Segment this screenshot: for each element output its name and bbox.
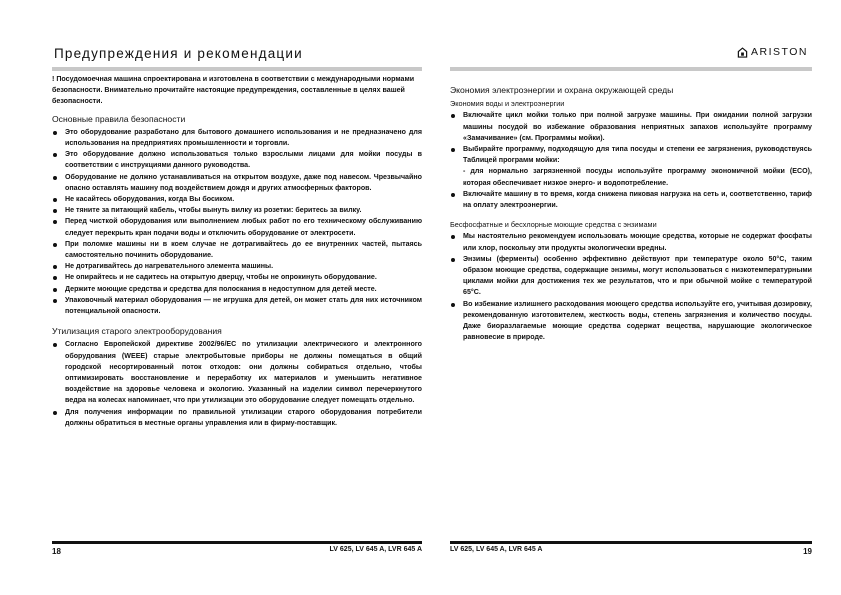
list-item: Это оборудование должно использоваться только взрослыми лицами для мойки посуды в соответствии с инструкциями данного руководства. xyxy=(52,149,422,171)
list-item: Не касайтесь оборудования, когда Вы босиком. xyxy=(52,194,422,205)
house-icon xyxy=(737,47,748,58)
economy-list xyxy=(450,110,812,211)
list-item: Для получения информации по правильной утилизации старого оборудования потребители должны обратиться в местные органы управления или в фирму-поставщик. xyxy=(52,407,422,429)
list-item: Выбирайте программу, подходящую для типа посуды и степени ее загрязнения, руководствуясь Таблицей программ мойки: - для нормально загрязненной посуды используйте программу экономичной мойки (ECO), которая обеспечивает низкое энерго- и водопотребление. xyxy=(450,144,812,189)
list-item: Мы настоятельно рекомендуем использовать моющие средства, которые не содержат фосфаты или хлор, поскольку эти продукты экологически вредны. xyxy=(450,231,812,253)
list-item: Держите моющие средства и средства для полоскания в недоступном для детей месте. xyxy=(52,284,422,295)
disposal-list xyxy=(52,339,422,429)
list-item: Не тяните за питающий кабель, чтобы вынуть вилку из розетки: беритесь за вилку. xyxy=(52,205,422,216)
page-title: Предупреждения и рекомендации xyxy=(54,46,303,61)
list-item: Это оборудование разработано для бытового домашнего использования и не предназначено для использования на предприятиях промышленности и торговли. xyxy=(52,127,422,149)
list-item: Согласно Европейской директиве 2002/96/ЕС по утилизации электрического и электронного оборудования (WEEE) старые электробытовые приборы не должны помещаться в общий городской несортированный поток отходов: они должны собираться отдельно, чтобы оптимизировать восстановление и переработку их материалов и уменьшить негативное воздействие на здоровье человека и экологию. Указанный на изделии символ перечеркнутого ведра на колесах напоминает, что при утилизации это оборудование следует помещать отдельно. xyxy=(52,339,422,406)
right-page xyxy=(450,0,812,595)
model-list: LV 625, LV 645 A, LVR 645 A xyxy=(329,546,422,553)
list-item: Упаковочный материал оборудования — не игрушка для детей, он может стать для них источником потенциальной опасности. xyxy=(52,295,422,317)
safety-list xyxy=(52,127,422,317)
brand-name: ARISTON xyxy=(751,46,808,58)
section-heading-disposal: Утилизация старого электрооборудования xyxy=(52,326,222,337)
list-item: Включайте машину в то время, когда снижена пиковая нагрузка на сеть и, соответственно, тариф на оплату электроэнергии. xyxy=(450,189,812,211)
model-list: LV 625, LV 645 A, LVR 645 A xyxy=(450,546,543,553)
list-item: Не опирайтесь и не садитесь на открытую дверцу, чтобы не опрокинуть оборудование. xyxy=(52,272,422,283)
subheading-water: Экономия воды и электроэнергии xyxy=(450,99,565,109)
list-item: Не дотрагивайтесь до нагревательного элемента машины. xyxy=(52,261,422,272)
list-item: Во избежание излишнего расходования моющего средства используйте его, учитывая дозировку, рекомендованную изготовителем, жесткость воды, степень загрязнения и количество посуды. Даже биоразлагаемые моющие средства содержат вещества, нарушающие экологическое равновесие в природе. xyxy=(450,299,812,344)
left-page xyxy=(52,0,422,595)
list-item: При поломке машины ни в коем случае не дотрагивайтесь до ее внутренних частей, пытаясь самостоятельно починить оборудование. xyxy=(52,239,422,261)
list-item: Оборудование не должно устанавливаться на открытом воздухе, даже под навесом. Чрезвычайно опасно оставлять машину под воздействием дождя и других атмосферных факторов. xyxy=(52,172,422,194)
intro-text: ! Посудомоечная машина спроектирована и изготовлена в соответствии с международными нормами безопасности. Внимательно прочитайте настоящие предупреждения, составленные в целях вашей безопасности. xyxy=(52,75,415,106)
page-number: 19 xyxy=(803,547,812,556)
section-heading-economy: Экономия электроэнергии и охрана окружающей среды xyxy=(450,85,674,95)
footer-rule xyxy=(450,541,812,544)
page-number: 18 xyxy=(52,547,61,556)
subheading-detergents: Бесфосфатные и бесхлорные моющие средства с энзимами xyxy=(450,220,657,230)
list-item: Перед чисткой оборудования или выполнением любых работ по его техническому обслуживанию следует перекрыть кран подачи воды и отключить оборудование от электросети. xyxy=(52,216,422,238)
list-item: Энзимы (ферменты) особенно эффективно действуют при температуре около 50°C, таким образом моющие средства, содержащие энзимы, могут использоваться с низкотемпературными циклами мойки для достижения тех же результатов, что и при обычной мойке с температурой 65°C. xyxy=(450,254,812,299)
header-rule xyxy=(52,67,422,71)
detergent-list xyxy=(450,231,812,343)
header-rule xyxy=(450,67,812,71)
section-heading-safety: Основные правила безопасности xyxy=(52,113,186,124)
footer-rule xyxy=(52,541,422,544)
list-item: Включайте цикл мойки только при полной загрузке машины. При ожидании полной загрузки машины посудой во избежание образования неприятных запахов используйте программу «Замачивание» (см. Программы мойки). xyxy=(450,110,812,144)
brand-logo xyxy=(737,46,808,58)
